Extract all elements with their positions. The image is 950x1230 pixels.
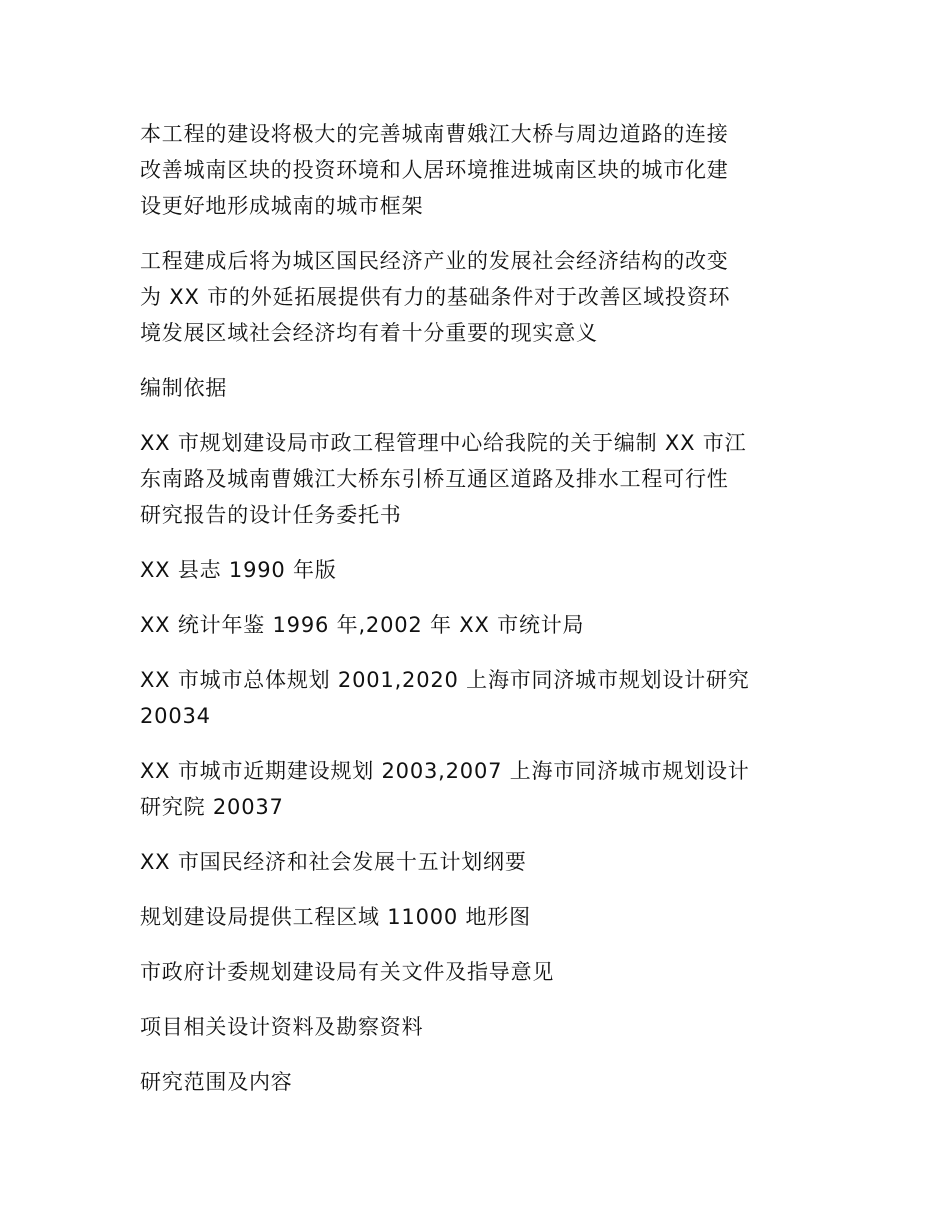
paragraph-line: 改善城南区块的投资环境和人居环境推进城南区块的城市化建	[140, 158, 729, 182]
paragraph-line: XX 市城市总体规划 2001,2020 上海市同济城市规划设计研究	[140, 668, 750, 692]
paragraph-project-impact	[140, 116, 810, 224]
section-heading-scope	[140, 1064, 810, 1100]
paragraph-line: XX 县志 1990 年版	[140, 558, 337, 582]
basis-item-government-documents	[140, 954, 810, 990]
basis-item-topographic-map	[140, 899, 810, 935]
heading-line: 编制依据	[140, 376, 228, 400]
paragraph-economic-significance	[140, 243, 810, 351]
heading-line: 研究范围及内容	[140, 1070, 293, 1094]
paragraph-line: 项目相关设计资料及勘察资料	[140, 1015, 424, 1039]
section-heading-basis	[140, 370, 810, 406]
paragraph-line: 本工程的建设将极大的完善城南曹娥江大桥与周边道路的连接	[140, 122, 729, 146]
basis-item-five-year-plan	[140, 844, 810, 880]
paragraph-line: XX 市国民经济和社会发展十五计划纲要	[140, 850, 527, 874]
paragraph-line: 东南路及城南曹娥江大桥东引桥互通区道路及排水工程可行性	[140, 467, 729, 491]
paragraph-line: XX 市城市近期建设规划 2003,2007 上海市同济城市规划设计	[140, 759, 750, 783]
basis-item-near-term-plan	[140, 753, 810, 825]
paragraph-line: 20034	[140, 704, 211, 728]
basis-item-master-plan	[140, 662, 810, 734]
basis-item-survey-materials	[140, 1009, 810, 1045]
basis-item-statistical-yearbook	[140, 607, 810, 643]
paragraph-line: 境发展区域社会经济均有着十分重要的现实意义	[140, 321, 598, 345]
paragraph-line: 为 XX 市的外延拓展提供有力的基础条件对于改善区域投资环	[140, 285, 731, 309]
basis-item-commission	[140, 425, 810, 533]
paragraph-line: 市政府计委规划建设局有关文件及指导意见	[140, 960, 555, 984]
paragraph-line: 工程建成后将为城区国民经济产业的发展社会经济结构的改变	[140, 249, 729, 273]
paragraph-line: 研究报告的设计任务委托书	[140, 503, 402, 527]
paragraph-line: XX 市规划建设局市政工程管理中心给我院的关于编制 XX 市江	[140, 431, 747, 455]
paragraph-line: 研究院 20037	[140, 795, 284, 819]
paragraph-line: XX 统计年鉴 1996 年,2002 年 XX 市统计局	[140, 613, 585, 637]
paragraph-line: 规划建设局提供工程区域 11000 地形图	[140, 905, 531, 929]
basis-item-county-annals	[140, 552, 810, 588]
paragraph-line: 设更好地形成城南的城市框架	[140, 194, 424, 218]
document-body	[140, 116, 810, 1119]
